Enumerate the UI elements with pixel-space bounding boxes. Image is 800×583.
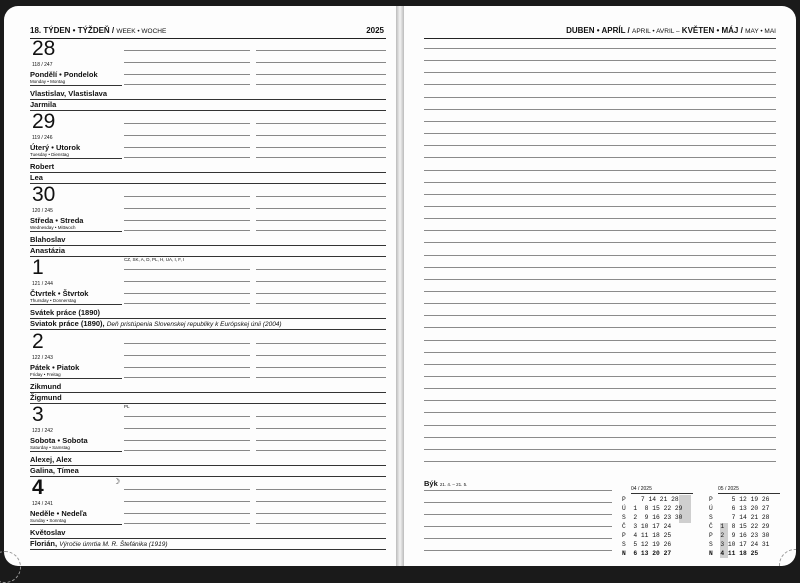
note-line: [424, 255, 776, 256]
day-name: Pondělí • Pondelok: [30, 70, 98, 79]
week-label: 18. TÝDEN • TÝŽDEŇ /: [30, 26, 115, 35]
day-rule: [30, 524, 122, 525]
writing-line: [256, 343, 386, 344]
writing-line: [256, 367, 386, 368]
calendar-row: S 7 14 21 28: [709, 514, 770, 521]
nameday-sk-text: Žigmund: [30, 393, 62, 402]
writing-line: [256, 513, 386, 514]
writing-line: [256, 123, 386, 124]
calendar-row: N 4 11 18 25: [709, 550, 759, 557]
nameday-sk-text: Anastázia: [30, 246, 66, 255]
day-number: 29: [32, 110, 56, 133]
note-line: [424, 48, 776, 49]
nameday-cz-text: Blahoslav: [30, 235, 66, 244]
nameday-sk: [30, 245, 386, 257]
day-name: Neděle • Nedeľa: [30, 509, 87, 518]
writing-line: [256, 489, 386, 490]
note-line: [424, 230, 776, 231]
calendar-row: Č 3 10 17 24: [622, 523, 672, 530]
note-line: [424, 84, 776, 85]
calendar-row: S 3 10 17 24 31: [709, 541, 770, 548]
writing-line: [124, 343, 250, 344]
day-count: 119 / 246: [32, 135, 53, 141]
day-block: [30, 331, 386, 404]
note-line: [424, 538, 612, 539]
calendar-row: Č 1 8 15 22 29: [709, 523, 770, 530]
writing-line: [124, 269, 250, 270]
note-line: [424, 303, 776, 304]
mini-calendar-april: [622, 486, 696, 556]
note-line: [424, 376, 776, 377]
day-number: 28: [32, 37, 56, 60]
note-line: [424, 412, 776, 413]
note-line: [424, 550, 612, 551]
day-block: [30, 404, 386, 477]
day-rule: [30, 85, 122, 86]
note-line: [424, 425, 776, 426]
month1-sub: APRIL • AVRIL –: [632, 28, 680, 35]
writing-line: [124, 450, 250, 451]
day-number: 1: [32, 256, 44, 279]
nameday-sk-text: Galina, Tímea: [30, 466, 79, 475]
calendar-row: P 5 12 19 26: [709, 496, 770, 503]
day-name: Čtvrtek • Štvrtok: [30, 289, 89, 298]
week-sub: WEEK • WOCHE: [116, 28, 167, 35]
nameday-sk-text: Florián,: [30, 539, 58, 548]
calendar-row: Ú 6 13 20 27: [709, 505, 770, 512]
nameday-cz-text: Alexej, Alex: [30, 455, 72, 464]
note-line: [424, 97, 776, 98]
note-line: [424, 502, 612, 503]
day-name: Úterý • Utorok: [30, 143, 81, 152]
left-page: [4, 6, 396, 566]
day-count: 124 / 241: [32, 501, 53, 507]
writing-line: [124, 440, 250, 441]
day-name-sub: Thursday • Donnerstag: [30, 298, 77, 303]
writing-line: [124, 303, 250, 304]
note-line: [424, 170, 776, 171]
writing-line: [124, 230, 250, 231]
writing-line: [124, 147, 250, 148]
writing-line: [124, 208, 250, 209]
writing-line: [124, 355, 250, 356]
note-line: [424, 388, 776, 389]
writing-line: [124, 523, 250, 524]
zodiac-label: [424, 479, 467, 488]
day-name-sub: Tuesday • Dienstag: [30, 152, 69, 157]
writing-line: [124, 123, 250, 124]
writing-line: [256, 428, 386, 429]
writing-line: [124, 62, 250, 63]
writing-line: [256, 416, 386, 417]
day-block: [30, 38, 386, 111]
month2-label: KVĚTEN • MÁJ /: [681, 26, 743, 35]
writing-line: [124, 293, 250, 294]
note-line: [424, 514, 612, 515]
day-block: [30, 257, 386, 330]
writing-line: [256, 293, 386, 294]
day-block: [30, 184, 386, 257]
day-number: 30: [32, 183, 56, 206]
nameday-cz-text: Robert: [30, 162, 55, 171]
writing-line: [124, 416, 250, 417]
calendar-row: P 7 14 21 28: [622, 496, 679, 503]
day-name: Sobota • Sobota: [30, 436, 88, 445]
note-line: [424, 437, 776, 438]
calendar-row: P 4 11 18 25: [622, 532, 672, 539]
note-line: [424, 121, 776, 122]
note-line: [424, 182, 776, 183]
nameday-cz-text: Svátek práce (1890): [30, 308, 101, 317]
day-block: [30, 111, 386, 184]
writing-line: [124, 50, 250, 51]
writing-line: [256, 84, 386, 85]
day-rule: [30, 451, 122, 452]
nameday-sk: [30, 172, 386, 184]
writing-line: [124, 428, 250, 429]
day-block: [30, 477, 386, 550]
note-line: [424, 218, 776, 219]
writing-line: [256, 450, 386, 451]
zodiac-dates: 21. 4. – 21. 5.: [439, 482, 468, 487]
note-line: [424, 291, 776, 292]
day-number: 2: [32, 330, 44, 353]
nameday-cz-text: Květoslav: [30, 528, 66, 537]
note-line: [424, 194, 776, 195]
calendar-row: S 5 12 19 26: [622, 541, 672, 548]
note-line: [424, 315, 776, 316]
writing-line: [256, 269, 386, 270]
writing-line: [256, 74, 386, 75]
day-name-sub: Monday • Montag: [30, 79, 66, 84]
nameday-sk: [30, 318, 386, 330]
holiday-countries: CZ, SK, A, D, PL, H, UA, I, F, I: [124, 257, 185, 262]
nameday-sk: [30, 465, 386, 477]
calendar-rule: [718, 493, 780, 494]
month1-label: DUBEN • APRÍL /: [566, 26, 630, 35]
writing-line: [124, 135, 250, 136]
day-number: 4: [32, 476, 44, 499]
writing-line: [124, 74, 250, 75]
day-count: 120 / 245: [32, 208, 53, 214]
note-line: [424, 526, 612, 527]
day-name-sub: Wednesday • Mittwoch: [30, 225, 76, 230]
note-line: [424, 490, 612, 491]
writing-line: [124, 367, 250, 368]
note-line: [424, 157, 776, 158]
writing-line: [256, 157, 386, 158]
writing-line: [256, 355, 386, 356]
day-name-sub: Friday • Freitag: [30, 372, 61, 377]
writing-line: [124, 84, 250, 85]
calendar-row: P 2 9 16 23 30: [709, 532, 770, 539]
day-rule: [30, 304, 122, 305]
spine: [396, 6, 404, 566]
day-count: 121 / 244: [32, 281, 53, 287]
writing-line: [256, 303, 386, 304]
day-name: Středa • Streda: [30, 216, 84, 225]
nameday-sk-text: Jarmila: [30, 100, 57, 109]
moon-phase-icon: ☽: [113, 477, 121, 486]
zodiac-name: Býk: [424, 479, 438, 488]
note-line: [424, 340, 776, 341]
writing-line: [256, 281, 386, 282]
note-line: [424, 364, 776, 365]
calendar-row: N 6 13 20 27: [622, 550, 672, 557]
calendar-title-april: 04 / 2025: [631, 486, 652, 492]
day-rule: [30, 378, 122, 379]
month-header: [424, 26, 776, 39]
right-page: [404, 6, 796, 566]
mini-calendar-may: [709, 486, 783, 556]
note-line: [424, 461, 776, 462]
nameday-sk: [30, 392, 386, 404]
note-line: [424, 449, 776, 450]
day-name-sub: Sunday • Sonntag: [30, 518, 67, 523]
day-rule: [30, 231, 122, 232]
note-line: [424, 145, 776, 146]
writing-line: [256, 230, 386, 231]
note-line: [424, 279, 776, 280]
writing-line: [124, 196, 250, 197]
note-line: [424, 327, 776, 328]
day-count: 118 / 247: [32, 62, 53, 68]
nameday-sk: [30, 99, 386, 111]
writing-line: [256, 523, 386, 524]
note-line: [424, 60, 776, 61]
calendar-rule: [631, 493, 693, 494]
writing-line: [124, 281, 250, 282]
day-rule: [30, 158, 122, 159]
nameday-note: Výročie úmrtia M. R. Štefánika (1919): [59, 541, 168, 548]
nameday-sk: [30, 538, 386, 550]
nameday-note: Deň pristúpenia Slovenskej republiky k Európskej únii (2004): [106, 321, 282, 328]
note-line: [424, 133, 776, 134]
holiday-countries: PL: [124, 404, 130, 409]
month2-sub: MAY • MAI: [745, 28, 776, 35]
writing-line: [256, 220, 386, 221]
day-count: 123 / 242: [32, 428, 53, 434]
writing-line: [256, 50, 386, 51]
writing-line: [256, 208, 386, 209]
nameday-sk-text: Lea: [30, 173, 43, 182]
note-line: [424, 206, 776, 207]
writing-line: [124, 513, 250, 514]
writing-line: [124, 501, 250, 502]
writing-line: [256, 62, 386, 63]
nameday-sk-text: Sviatok práce (1890),: [30, 319, 105, 328]
day-name-sub: Saturday • Samstag: [30, 445, 70, 450]
writing-line: [256, 377, 386, 378]
calendar-row: Ú 1 8 15 22 29: [622, 505, 683, 512]
writing-line: [256, 135, 386, 136]
nameday-cz-text: Zikmund: [30, 382, 62, 391]
writing-line: [124, 377, 250, 378]
note-line: [424, 267, 776, 268]
day-count: 122 / 243: [32, 355, 53, 361]
writing-line: [256, 501, 386, 502]
writing-line: [256, 196, 386, 197]
writing-line: [256, 440, 386, 441]
calendar-row: S 2 9 16 23 30: [622, 514, 683, 521]
day-number: 3: [32, 403, 44, 426]
calendar-title-may: 05 / 2025: [718, 486, 739, 492]
day-name: Pátek • Piatok: [30, 363, 80, 372]
note-line: [424, 109, 776, 110]
note-line: [424, 400, 776, 401]
writing-line: [124, 157, 250, 158]
writing-line: [124, 220, 250, 221]
year-label: 2025: [366, 26, 384, 35]
writing-line: [124, 489, 250, 490]
note-line: [424, 72, 776, 73]
note-line: [424, 352, 776, 353]
writing-line: [256, 147, 386, 148]
nameday-cz-text: Vlastislav, Vlastislava: [30, 89, 107, 98]
note-line: [424, 242, 776, 243]
